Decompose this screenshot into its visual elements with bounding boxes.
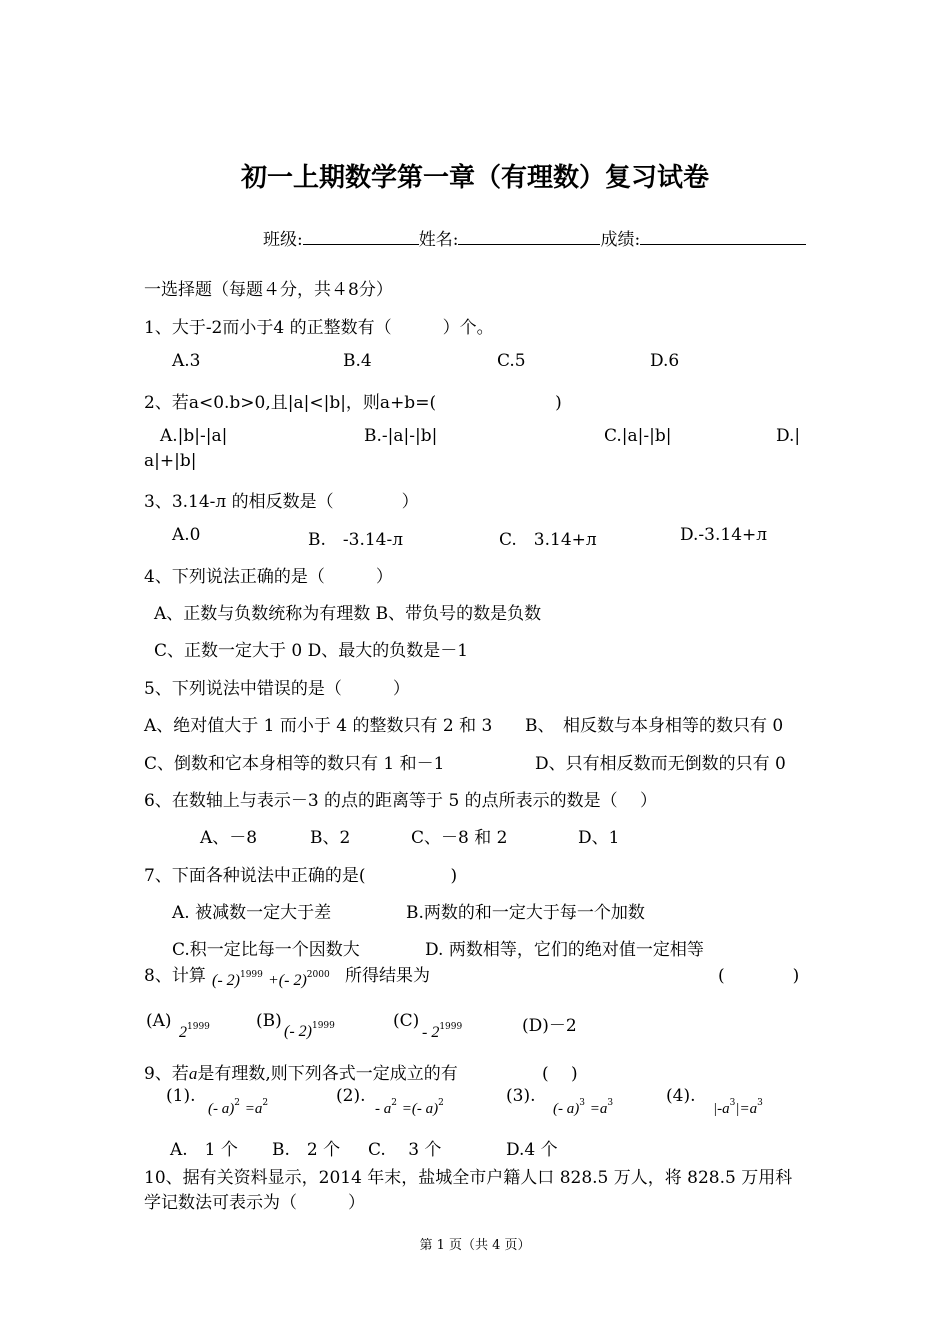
q6-option-b: B、2	[310, 828, 351, 848]
q2-option-d: D.|	[776, 426, 801, 446]
q9-item-1-formula: (- $a)^2 =a^2$	[208, 1098, 269, 1117]
q9-option-b: B. 2 个	[272, 1140, 341, 1160]
question-3: 3、3.14-л 的相反数是（ ）	[144, 492, 419, 512]
q8-option-c-value: - $2^{1999}$	[422, 1022, 463, 1041]
question-6: 6、在数轴上与表示－3 的点的距离等于 5 的点所表示的数是（ ）	[144, 791, 658, 811]
question-7: 7、下面各种说法中正确的是( )	[144, 866, 458, 886]
q6-option-d: D、1	[578, 828, 620, 848]
q9-stem-start: 9、若	[144, 1064, 189, 1084]
question-1: 1、大于-2而小于4 的正整数有（ ）个。	[144, 318, 494, 338]
question-9	[144, 1059, 458, 1084]
q3-option-b: B. -3.14-л	[308, 530, 404, 550]
page-title: 初一上期数学第一章（有理数）复习试卷	[240, 163, 709, 193]
q8-stem-tail: 所得结果为	[345, 966, 430, 986]
q8-option-d: (D)－2	[522, 1016, 577, 1036]
q9-option-c: C. 3 个	[368, 1140, 442, 1160]
q6-option-c: C、－8 和 2	[411, 828, 508, 848]
q2-option-c: C.|a|-|b|	[604, 426, 672, 446]
q2-option-a: A.|b|-|a|	[160, 426, 228, 446]
q9-item-2-label: (2).	[336, 1086, 366, 1106]
q5-option-a: A、绝对值大于 1 而小于 4 的整数只有 2 和 3	[144, 716, 493, 736]
q3-option-a: A.0	[172, 525, 201, 545]
q7-option-b: B.两数的和一定大于每一个加数	[406, 903, 645, 923]
q8-expression: (- 2)$^{1999}$ +(- 2)$^{2000}$	[212, 970, 330, 989]
q9-item-4-formula: $|-a^3|=a^3$	[713, 1098, 763, 1117]
section-heading: 一选择题（每题４分，共４8分）	[144, 280, 393, 300]
q8-option-b-label: (B)	[256, 1011, 282, 1031]
q9-answer-paren: ( )	[542, 1064, 578, 1084]
q7-option-d: D. 两数相等，它们的绝对值一定相等	[425, 940, 704, 960]
q5-option-c: C、倒数和它本身相等的数只有 1 和－1	[144, 754, 445, 774]
student-info-row	[263, 225, 806, 250]
q9-item-2-formula: - $a^2$ =(- a)$^2$	[375, 1098, 444, 1117]
q9-option-a: A. 1 个	[170, 1140, 238, 1160]
name-blank	[458, 226, 600, 245]
name-label: 姓名:	[418, 230, 459, 250]
q7-option-c: C.积一定比每一个因数大	[172, 940, 360, 960]
q8-answer-paren: ( )	[718, 966, 800, 986]
q3-option-c: C. 3.14+л	[499, 530, 597, 550]
q9-item-3-formula: (- $a)^3 =a^3$	[553, 1098, 614, 1117]
q1-option-c: C.5	[497, 351, 526, 371]
q9-item-4-label: (4).	[666, 1086, 696, 1106]
question-2: 2、若a<0.b>0,且|a|<|b|，则a+b=( )	[144, 393, 562, 413]
q1-option-a: A.3	[172, 351, 201, 371]
q6-option-a: A、－8	[200, 828, 258, 848]
class-label: 班级:	[263, 230, 303, 250]
q8-option-c-label: (C)	[393, 1011, 420, 1031]
q5-option-d: D、只有相反数而无倒数的只有 0	[535, 754, 786, 774]
variable-a: a	[188, 1064, 198, 1083]
q1-option-b: B.4	[343, 351, 372, 371]
page-footer: 第 1 页（共 4 页）	[419, 1238, 531, 1253]
q9-item-3-label: (3).	[506, 1086, 536, 1106]
q8-option-b-value: (- 2)$^{1999}$	[284, 1021, 335, 1040]
q9-item-1-label: (1).	[166, 1086, 196, 1106]
q5-option-b: B、 相反数与本身相等的数只有 0	[525, 716, 784, 736]
q2-option-b: B.-|a|-|b|	[364, 426, 438, 446]
score-blank	[640, 226, 806, 245]
question-8: 8、计算	[144, 966, 206, 986]
score-label: 成绩:	[600, 230, 641, 250]
question-10-line1: 10、据有关资料显示，2014 年末，盐城全市户籍人口 828.5 万人，将 828.5 万用科	[144, 1168, 793, 1188]
q9-stem-end: 是有理数,则下列各式一定成立的有	[197, 1064, 458, 1084]
q3-option-d: D.-3.14+л	[680, 525, 768, 545]
q8-option-a-label: (A)	[146, 1011, 172, 1031]
q4-options-line2: C、正数一定大于 0 D、最大的负数是－1	[154, 641, 469, 661]
question-5: 5、下列说法中错误的是（ ）	[144, 679, 410, 699]
question-4: 4、下列说法正确的是（ ）	[144, 567, 393, 587]
question-10-line2: 学记数法可表示为（ ）	[144, 1193, 365, 1213]
class-blank	[303, 226, 419, 245]
q1-option-d: D.6	[650, 351, 680, 371]
q8-option-a-value: $2^{1999}$	[179, 1022, 210, 1041]
q7-option-a: A. 被减数一定大于差	[172, 903, 332, 923]
q4-options-line1: A、正数与负数统称为有理数 B、带负号的数是负数	[154, 604, 542, 624]
q2-option-d-cont: a|+|b|	[144, 451, 197, 471]
q9-option-d: D.4 个	[506, 1140, 558, 1160]
